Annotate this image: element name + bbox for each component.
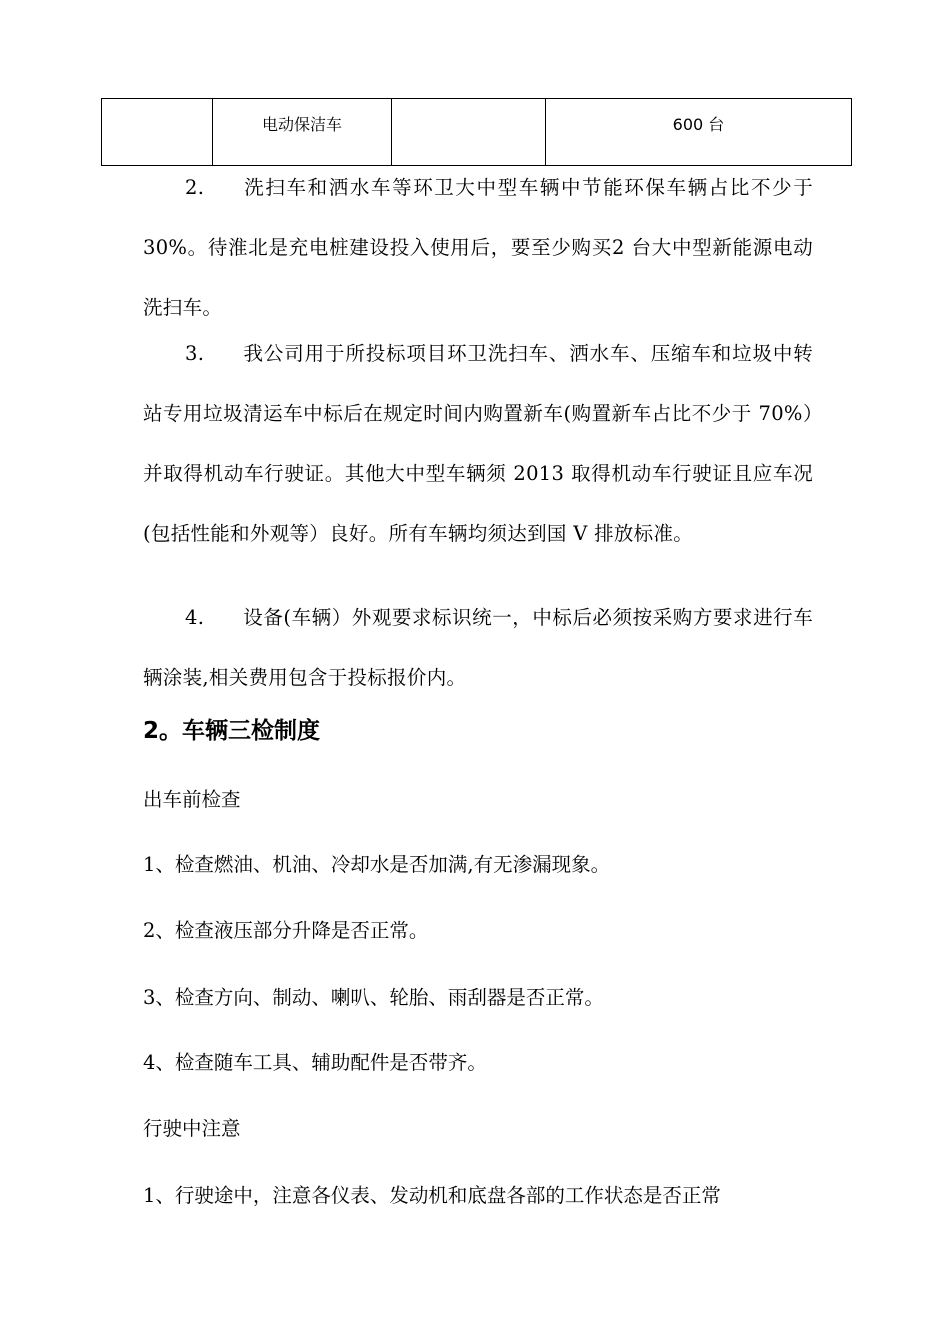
list-item: 1、检查燃油、机油、冷却水是否加满,有无渗漏现象。: [143, 853, 611, 876]
list-item: 1、行驶途中，注意各仪表、发动机和底盘各部的工作状态是否正常: [143, 1184, 721, 1207]
paragraph-number: 3.: [185, 342, 205, 365]
table-cell-vehicle-name: 电动保洁车: [213, 99, 392, 166]
numbered-paragraph: [143, 158, 813, 338]
list-item: 4、检查随车工具、辅助配件是否带齐。: [143, 1051, 487, 1074]
paragraph-text: 洗扫车和洒水车等环卫大中型车辆中节能环保车辆占比不少于 30%。待淮北是充电桩建设投入使用后，要至少购买2 台大中型新能源电动洗扫车。: [143, 176, 813, 319]
subsection-title: 行驶中注意: [143, 1117, 241, 1140]
vehicle-table: [101, 98, 852, 166]
numbered-paragraph: [143, 588, 813, 708]
numbered-paragraph: [143, 324, 813, 564]
paragraph-text: 设备(车辆）外观要求标识统一，中标后必须按采购方要求进行车辆涂装,相关费用包含于投标报价内。: [143, 606, 813, 689]
list-item: 3、检查方向、制动、喇叭、轮胎、雨刮器是否正常。: [143, 986, 604, 1009]
list-item: 2、检查液压部分升降是否正常。: [143, 919, 429, 942]
table-cell: [102, 99, 213, 166]
section-heading: 2。车辆三检制度: [143, 718, 321, 744]
paragraph-text: 我公司用于所投标项目环卫洗扫车、洒水车、压缩车和垃圾中转站专用垃圾清运车中标后在规定时间内购置新车(购置新车占比不少于 70%）并取得机动车行驶证。其他大中型车辆须 2013 取得机动车行驶证且应车况(包括性能和外观等）良好。所有车辆均须达到国 V 排放标准。: [143, 342, 813, 545]
table-cell: [392, 99, 546, 166]
table-row: [102, 99, 852, 166]
paragraph-number: 2.: [185, 176, 205, 199]
subsection-title: 出车前检查: [143, 788, 241, 811]
table-cell-quantity: 600 台: [546, 99, 852, 166]
paragraph-number: 4.: [185, 606, 205, 629]
